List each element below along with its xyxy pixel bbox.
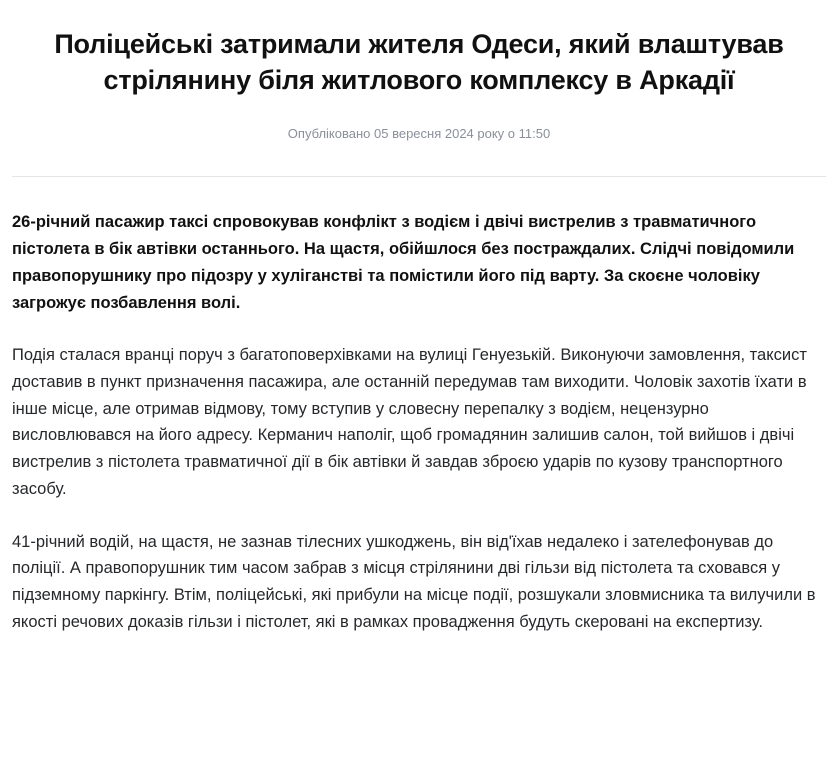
article-paragraph: Подія сталася вранці поруч з багатоповерхівками на вулиці Генуезькій. Виконуючи замовлення, таксист доставив в пункт призначення пасажира, але останній передумав там виходити. Чоловік захотів їхати в інше місце, але отримав відмову, тому вступив у словесну перепалку з водієм, нецензурно висловлювався на його адресу. Керманич наполіг, щоб громадянин залишив салон, той вийшов і двічі вистрелив з пістолета травматичної дії в бік автівки й завдав зброєю ударів по кузову транспортного засобу.	[12, 346, 807, 498]
header-divider	[12, 176, 826, 177]
article-paragraph: 41-річний водій, на щастя, не зазнав тілесних ушкоджень, він від'їхав недалеко і зателефонував до поліції. А правопорушник тим часом забрав з місця стрілянини дві гільзи від пістолета та сховався у підземному паркінгу. Втім, поліцейські, які прибули на місце події, розшукали зловмисника та вилучили в якості речових доказів гільзи і пістолет, які в рамках провадження будуть скеровані на експертизу.	[12, 532, 816, 631]
article-lead-paragraph: 26-річний пасажир таксі спровокував конфлікт з водієм і двічі вистрелив з травматичного пістолета в бік автівки останнього. На щастя, обійшлося без постраждалих. Слідчі повідомили правопорушнику про підозру у хуліганстві та помістили його під варту. За скоєне чоловіку загрожує позбавлення волі.	[12, 213, 795, 312]
article-body	[12, 209, 826, 635]
publication-timestamp: Опубліковано 05 вересня 2024 року о 11:50	[287, 126, 551, 142]
page-title: Поліцейські затримали жителя Одеси, який влаштував стрілянину біля житлового комплексу в Аркадії	[54, 29, 784, 96]
